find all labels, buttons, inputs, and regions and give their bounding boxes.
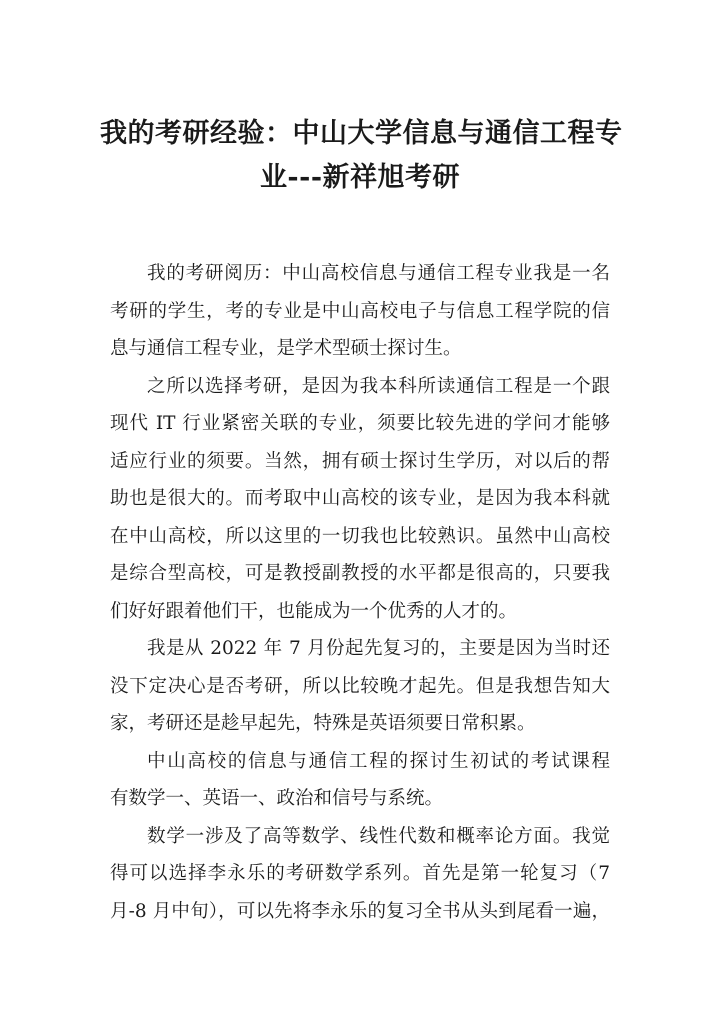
paragraph-experience <box>110 255 610 368</box>
text-line: 在中山高校，所以这里的一切我也比较熟识。虽然中山高校 <box>110 525 610 547</box>
text-line: 考研的学生，考的专业是中山高校电子与信息工程学院的信 <box>110 300 610 322</box>
text-line: 月-8 月中旬），可以先将李永乐的复习全书从头到尾看一遍， <box>110 900 610 922</box>
paragraph-reason <box>110 368 610 631</box>
text-line: 现代 IT 行业紧密关联的专业，须要比较先进的学问才能够 <box>110 413 610 434</box>
text-line: 没下定决心是否考研，所以比较晚才起先。但是我想告知大 <box>110 675 610 697</box>
paragraph-exam-subjects <box>110 743 610 818</box>
paragraph-math <box>110 818 610 931</box>
title-line: 我的考研经验：中山大学信息与通信工程专 <box>100 118 623 149</box>
document-title <box>100 112 623 200</box>
text-line: 适应行业的须要。当然，拥有硕士探讨生学历，对以后的帮 <box>110 450 610 472</box>
title-line: 业---新祥旭考研 <box>259 162 461 193</box>
text-line: 之所以选择考研，是因为我本科所读通信工程是一个跟 <box>147 375 610 397</box>
text-line: 助也是很大的。而考取中山高校的该专业，是因为我本科就 <box>110 488 610 509</box>
text-line: 们好好跟着他们干，也能成为一个优秀的人才的。 <box>110 600 518 622</box>
text-line: 是综合型高校，可是教授副教授的水平都是很高的，只要我 <box>110 563 610 584</box>
text-line: 数学一涉及了高等数学、线性代数和概率论方面。我觉 <box>147 825 610 847</box>
text-line: 中山高校的信息与通信工程的探讨生初试的考试课程 <box>147 750 610 772</box>
text-line: 得可以选择李永乐的考研数学系列。首先是第一轮复习（7 <box>110 863 610 884</box>
text-line: 家，考研还是趁早起先，特殊是英语须要日常积累。 <box>110 713 536 734</box>
text-line: 息与通信工程专业，是学术型硕士探讨生。 <box>110 338 462 359</box>
text-line: 我的考研阅历：中山高校信息与通信工程专业我是一名 <box>147 263 610 284</box>
document-body <box>110 255 610 930</box>
text-line: 我是从 2022 年 7 月份起先复习的，主要是因为当时还 <box>147 638 610 659</box>
paragraph-timeline <box>110 630 610 743</box>
text-line: 有数学一、英语一、政治和信号与系统。 <box>110 788 444 809</box>
